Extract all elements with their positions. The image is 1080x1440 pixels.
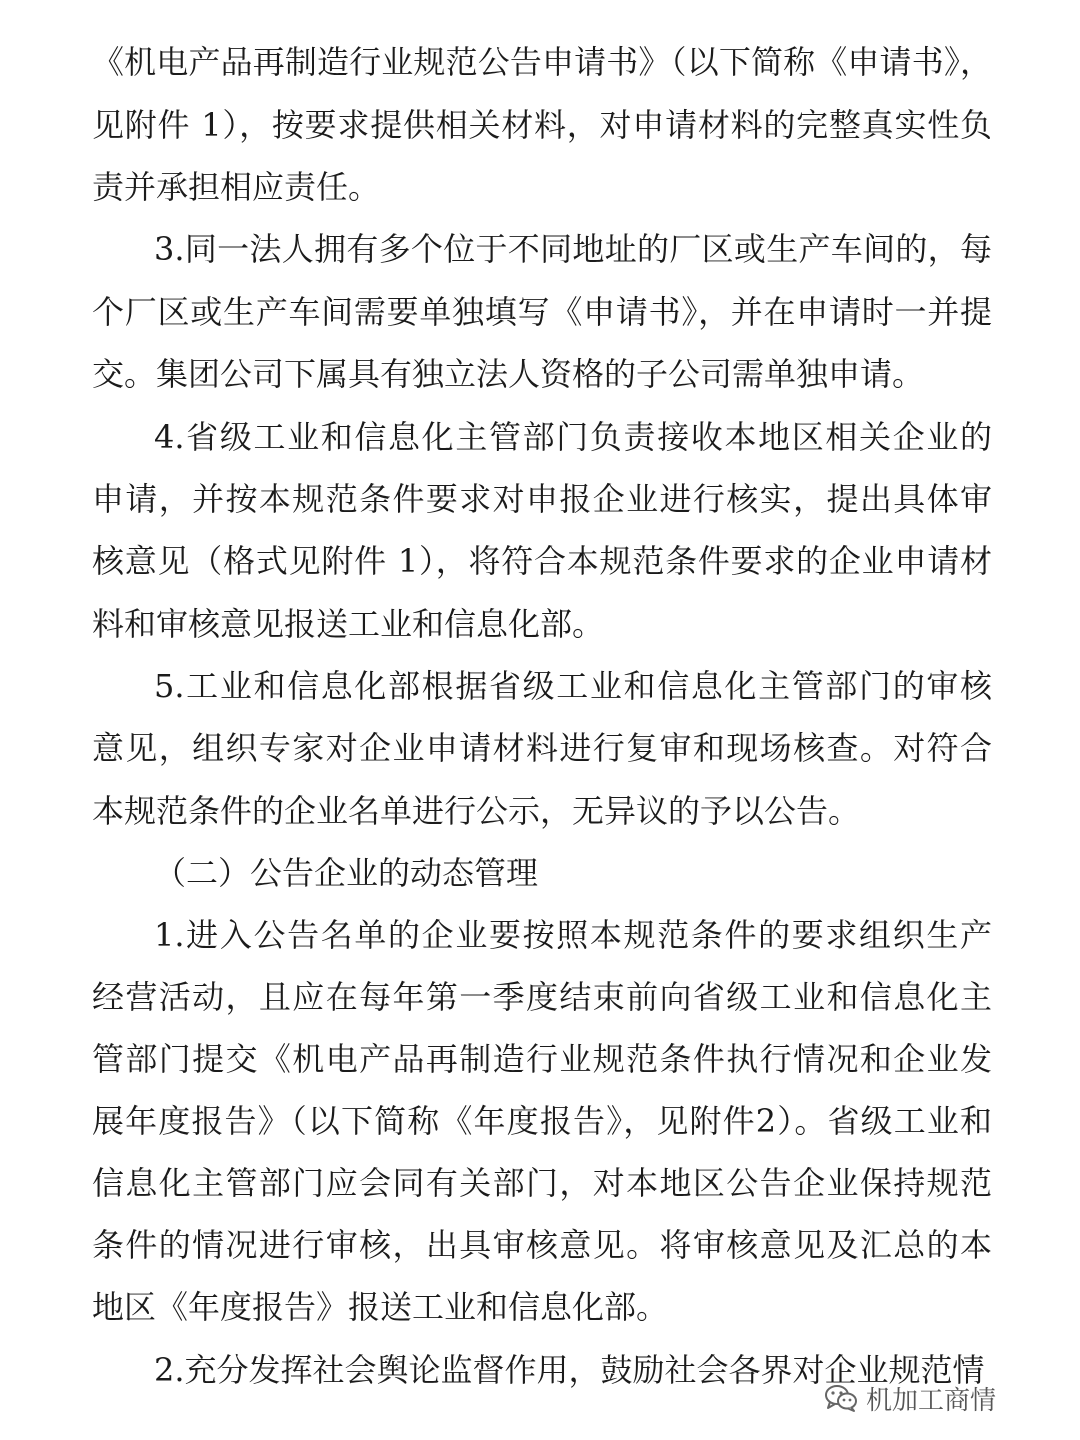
wechat-watermark	[824, 1376, 996, 1420]
text-line: 1.进入公告名单的企业要按照本规范条件的要求组织生产	[154, 916, 992, 954]
text-line: 4.省级工业和信息化主管部门负责接收本地区相关企业的	[154, 418, 992, 456]
text-line: 交。集团公司下属具有独立法人资格的子公司需单独申请。	[92, 355, 925, 393]
text-line: 管部门提交《机电产品再制造行业规范条件执行情况和企业发	[92, 1040, 992, 1078]
text-line: 料和审核意见报送工业和信息化部。	[92, 605, 605, 643]
text-line: 《机电产品再制造行业规范公告申请书》（以下简称《申请书》，	[92, 43, 992, 81]
text-line: 见附件 1），按要求提供相关材料，对申请材料的完整真实性负	[92, 106, 992, 144]
text-line: 核意见（格式见附件 1），将符合本规范条件要求的企业申请材	[92, 542, 992, 580]
text-line: 信息化主管部门应会同有关部门，对本地区公告企业保持规范	[92, 1164, 992, 1202]
wechat-icon	[824, 1383, 858, 1413]
text-line: 申请，并按本规范条件要求对申报企业进行核实，提出具体审	[92, 480, 992, 518]
text-line: 经营活动，且应在每年第一季度结束前向省级工业和信息化主	[92, 978, 992, 1016]
section-heading: （二）公告企业的动态管理	[154, 854, 539, 892]
text-line: 本规范条件的企业名单进行公示，无异议的予以公告。	[92, 792, 861, 830]
text-line: 展年度报告》（以下简称《年度报告》，见附件2）。省级工业和	[92, 1102, 992, 1140]
text-line: 地区《年度报告》报送工业和信息化部。	[92, 1288, 669, 1326]
text-line: 个厂区或生产车间需要单独填写《申请书》，并在申请时一并提	[92, 293, 992, 331]
text-line: 5.工业和信息化部根据省级工业和信息化主管部门的审核	[154, 667, 992, 705]
watermark-label: 机加工商情	[865, 1385, 996, 1416]
text-line: 条件的情况进行审核，出具审核意见。将审核意见及汇总的本	[92, 1226, 992, 1264]
text-line: 意见，组织专家对企业申请材料进行复审和现场核查。对符合	[92, 729, 992, 767]
text-line: 2.充分发挥社会舆论监督作用，鼓励社会各界对企业规范情	[154, 1351, 985, 1389]
text-line: 3.同一法人拥有多个位于不同地址的厂区或生产车间的，每	[154, 230, 992, 268]
text-line: 责并承担相应责任。	[92, 168, 381, 206]
